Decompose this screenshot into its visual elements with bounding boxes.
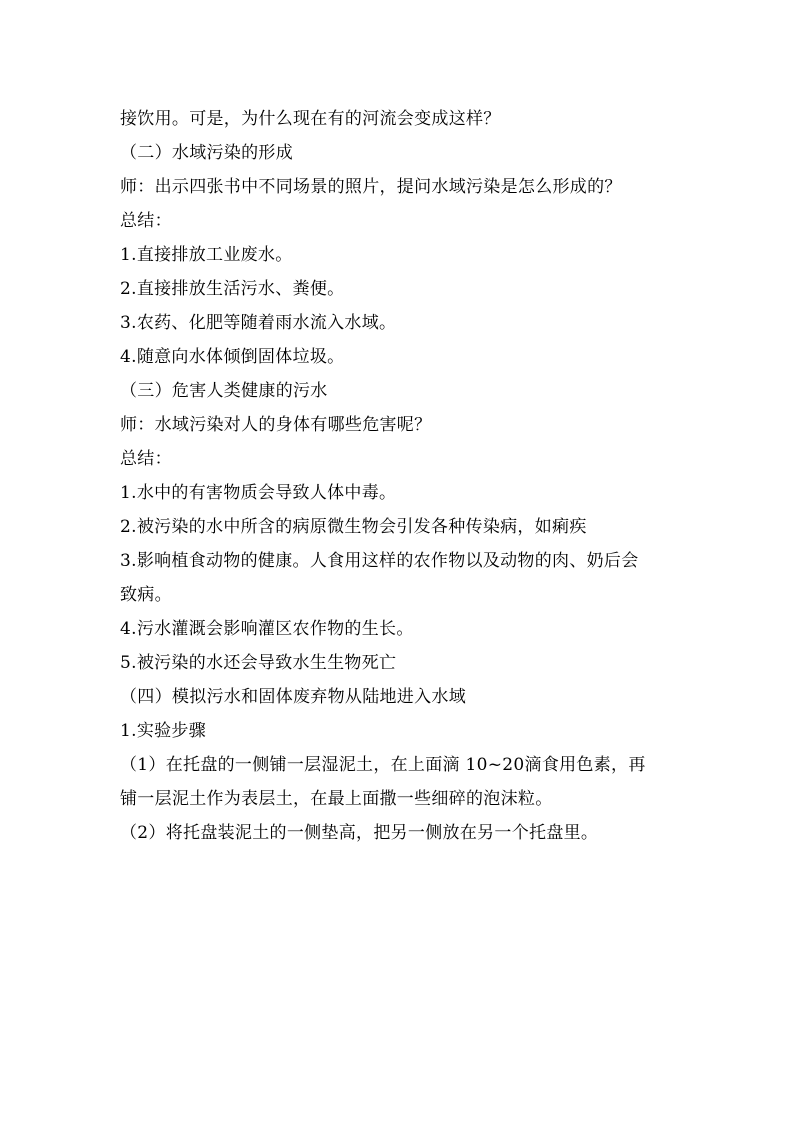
teacher-question-2: 师：水域污染对人的身体有哪些危害呢？ xyxy=(120,415,432,435)
list-item-harm-1: 1.水中的有害物质会导致人体中毒。 xyxy=(120,483,397,503)
document-body xyxy=(120,102,680,850)
list-item-harm-3-continued: 致病。 xyxy=(120,585,172,605)
section-heading-2: （二）水域污染的形成 xyxy=(120,143,293,163)
list-item-harm-2: 2.被污染的水中所含的病原微生物会引发各种传染病，如痢疾 xyxy=(120,517,587,537)
list-item-formation-3: 3.农药、化肥等随着雨水流入水域。 xyxy=(120,313,397,333)
list-item-harm-4: 4.污水灌溉会影响灌区农作物的生长。 xyxy=(120,619,414,639)
experiment-steps-heading: 1.实验步骤 xyxy=(120,721,207,741)
text-line-1: 接饮用。可是，为什么现在有的河流会变成这样？ xyxy=(120,109,501,129)
experiment-step-1-continued: 铺一层泥土作为表层土，在最上面撒一些细碎的泡沫粒。 xyxy=(120,789,553,809)
experiment-step-2: （2）将托盘装泥土的一侧垫高，把另一侧放在另一个托盘里。 xyxy=(120,823,599,843)
list-item-formation-1: 1.直接排放工业废水。 xyxy=(120,245,293,265)
summary-label-1: 总结： xyxy=(120,211,172,231)
summary-label-2: 总结： xyxy=(120,449,172,469)
section-heading-3: （三）危害人类健康的污水 xyxy=(120,381,328,401)
section-heading-4: （四）模拟污水和固体废弃物从陆地进入水域 xyxy=(120,687,466,707)
list-item-harm-3: 3.影响植食动物的健康。人食用这样的农作物以及动物的肉、奶后会 xyxy=(120,551,639,571)
teacher-question-1: 师：出示四张书中不同场景的照片，提问水域污染是怎么形成的？ xyxy=(120,177,622,197)
list-item-formation-2: 2.直接排放生活污水、粪便。 xyxy=(120,279,345,299)
list-item-formation-4: 4.随意向水体倾倒固体垃圾。 xyxy=(120,347,345,367)
experiment-step-1: （1）在托盘的一侧铺一层湿泥土，在上面滴 10~20滴食用色素，再 xyxy=(120,755,646,775)
list-item-harm-5: 5.被污染的水还会导致水生生物死亡 xyxy=(120,653,397,673)
